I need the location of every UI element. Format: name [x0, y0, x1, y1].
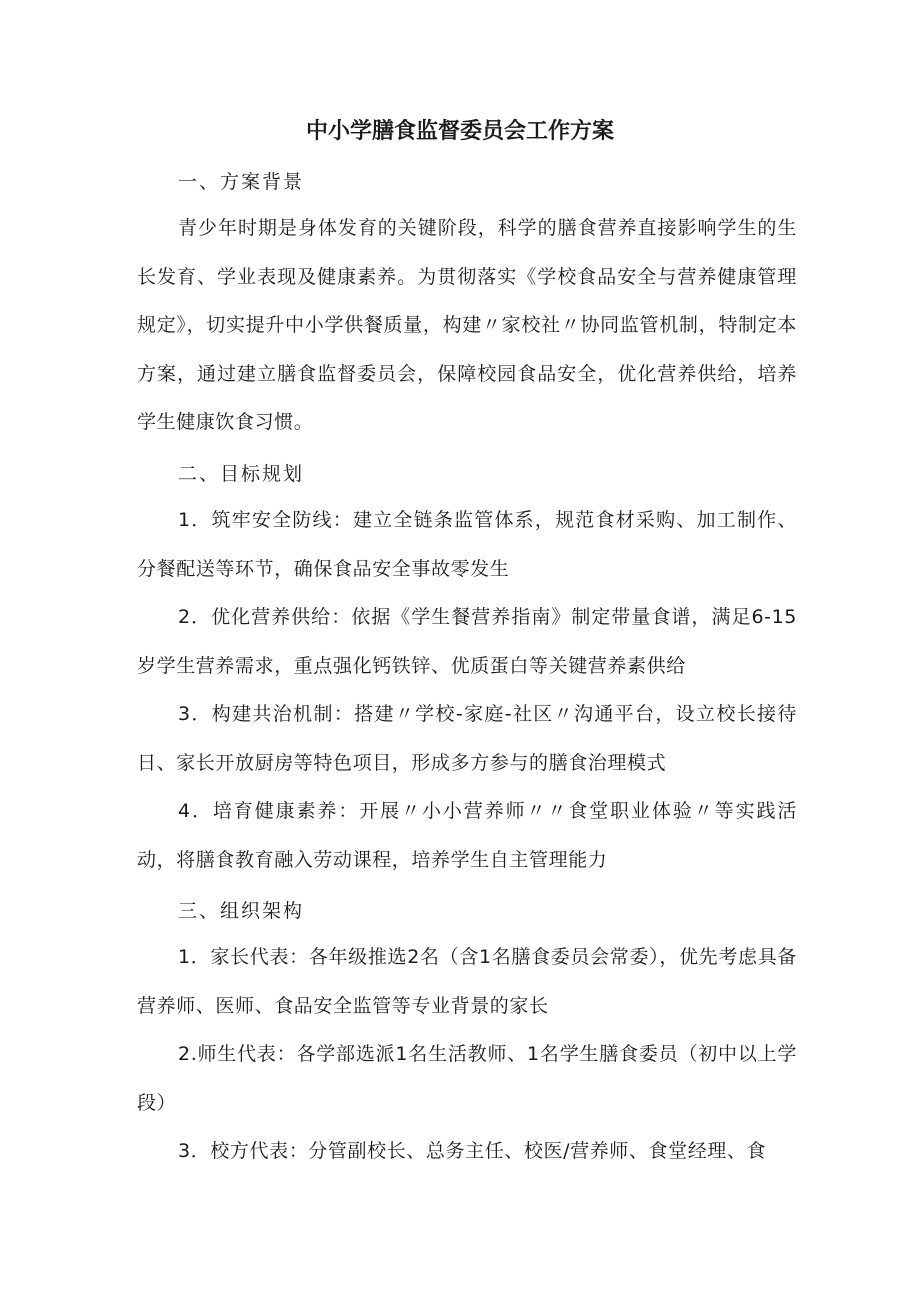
section-heading-goals: 二、目标规划 — [178, 463, 305, 485]
paragraph-background: 青少年时期是身体发育的关键阶段，科学的膳食营养直接影响学生的生长发育、学业表现及健康素养。为贯彻落实《学校食品安全与营养健康管理规定》，切实提升中小学供餐质量，构建〃家校社〃协同监管机制，特制定本方案，通过建立膳食监督委员会，保障校园食品安全，优化营养供给，培养学生健康饮食习惯。 — [137, 217, 797, 433]
document-title: 中小学膳食监督委员会工作方案 — [305, 119, 614, 144]
paragraph-goal-2: 2．优化营养供给：依据《学生餐营养指南》制定带量食谱，满足6-15岁学生营养需求，重点强化钙铁锌、优质蛋白等关键营养素供给 — [137, 606, 797, 677]
section-heading-organization: 三、组织架构 — [178, 900, 305, 922]
paragraph-goal-1: 1．筑牢安全防线：建立全链条监管体系，规范食材采购、加工制作、分餐配送等环节，确保食品安全事故零发生 — [137, 509, 797, 580]
section-heading-background: 一、方案背景 — [178, 171, 305, 193]
paragraph-org-2: 2.师生代表：各学部选派1名生活教师、1名学生膳食委员（初中以上学段） — [137, 1043, 797, 1114]
paragraph-goal-4: 4．培育健康素养：开展〃小小营养师〃〃食堂职业体验〃等实践活动，将膳食教育融入劳动课程，培养学生自主管理能力 — [137, 800, 797, 871]
paragraph-org-1: 1．家长代表：各年级推选2名（含1名膳食委员会常委），优先考虑具备营养师、医师、食品安全监管等专业背景的家长 — [137, 946, 797, 1017]
paragraph-goal-3: 3．构建共治机制：搭建〃学校-家庭-社区〃沟通平台，设立校长接待日、家长开放厨房等特色项目，形成多方参与的膳食治理模式 — [137, 703, 797, 774]
paragraph-org-3: 3．校方代表：分管副校长、总务主任、校医/营养师、食堂经理、食 — [178, 1140, 767, 1162]
